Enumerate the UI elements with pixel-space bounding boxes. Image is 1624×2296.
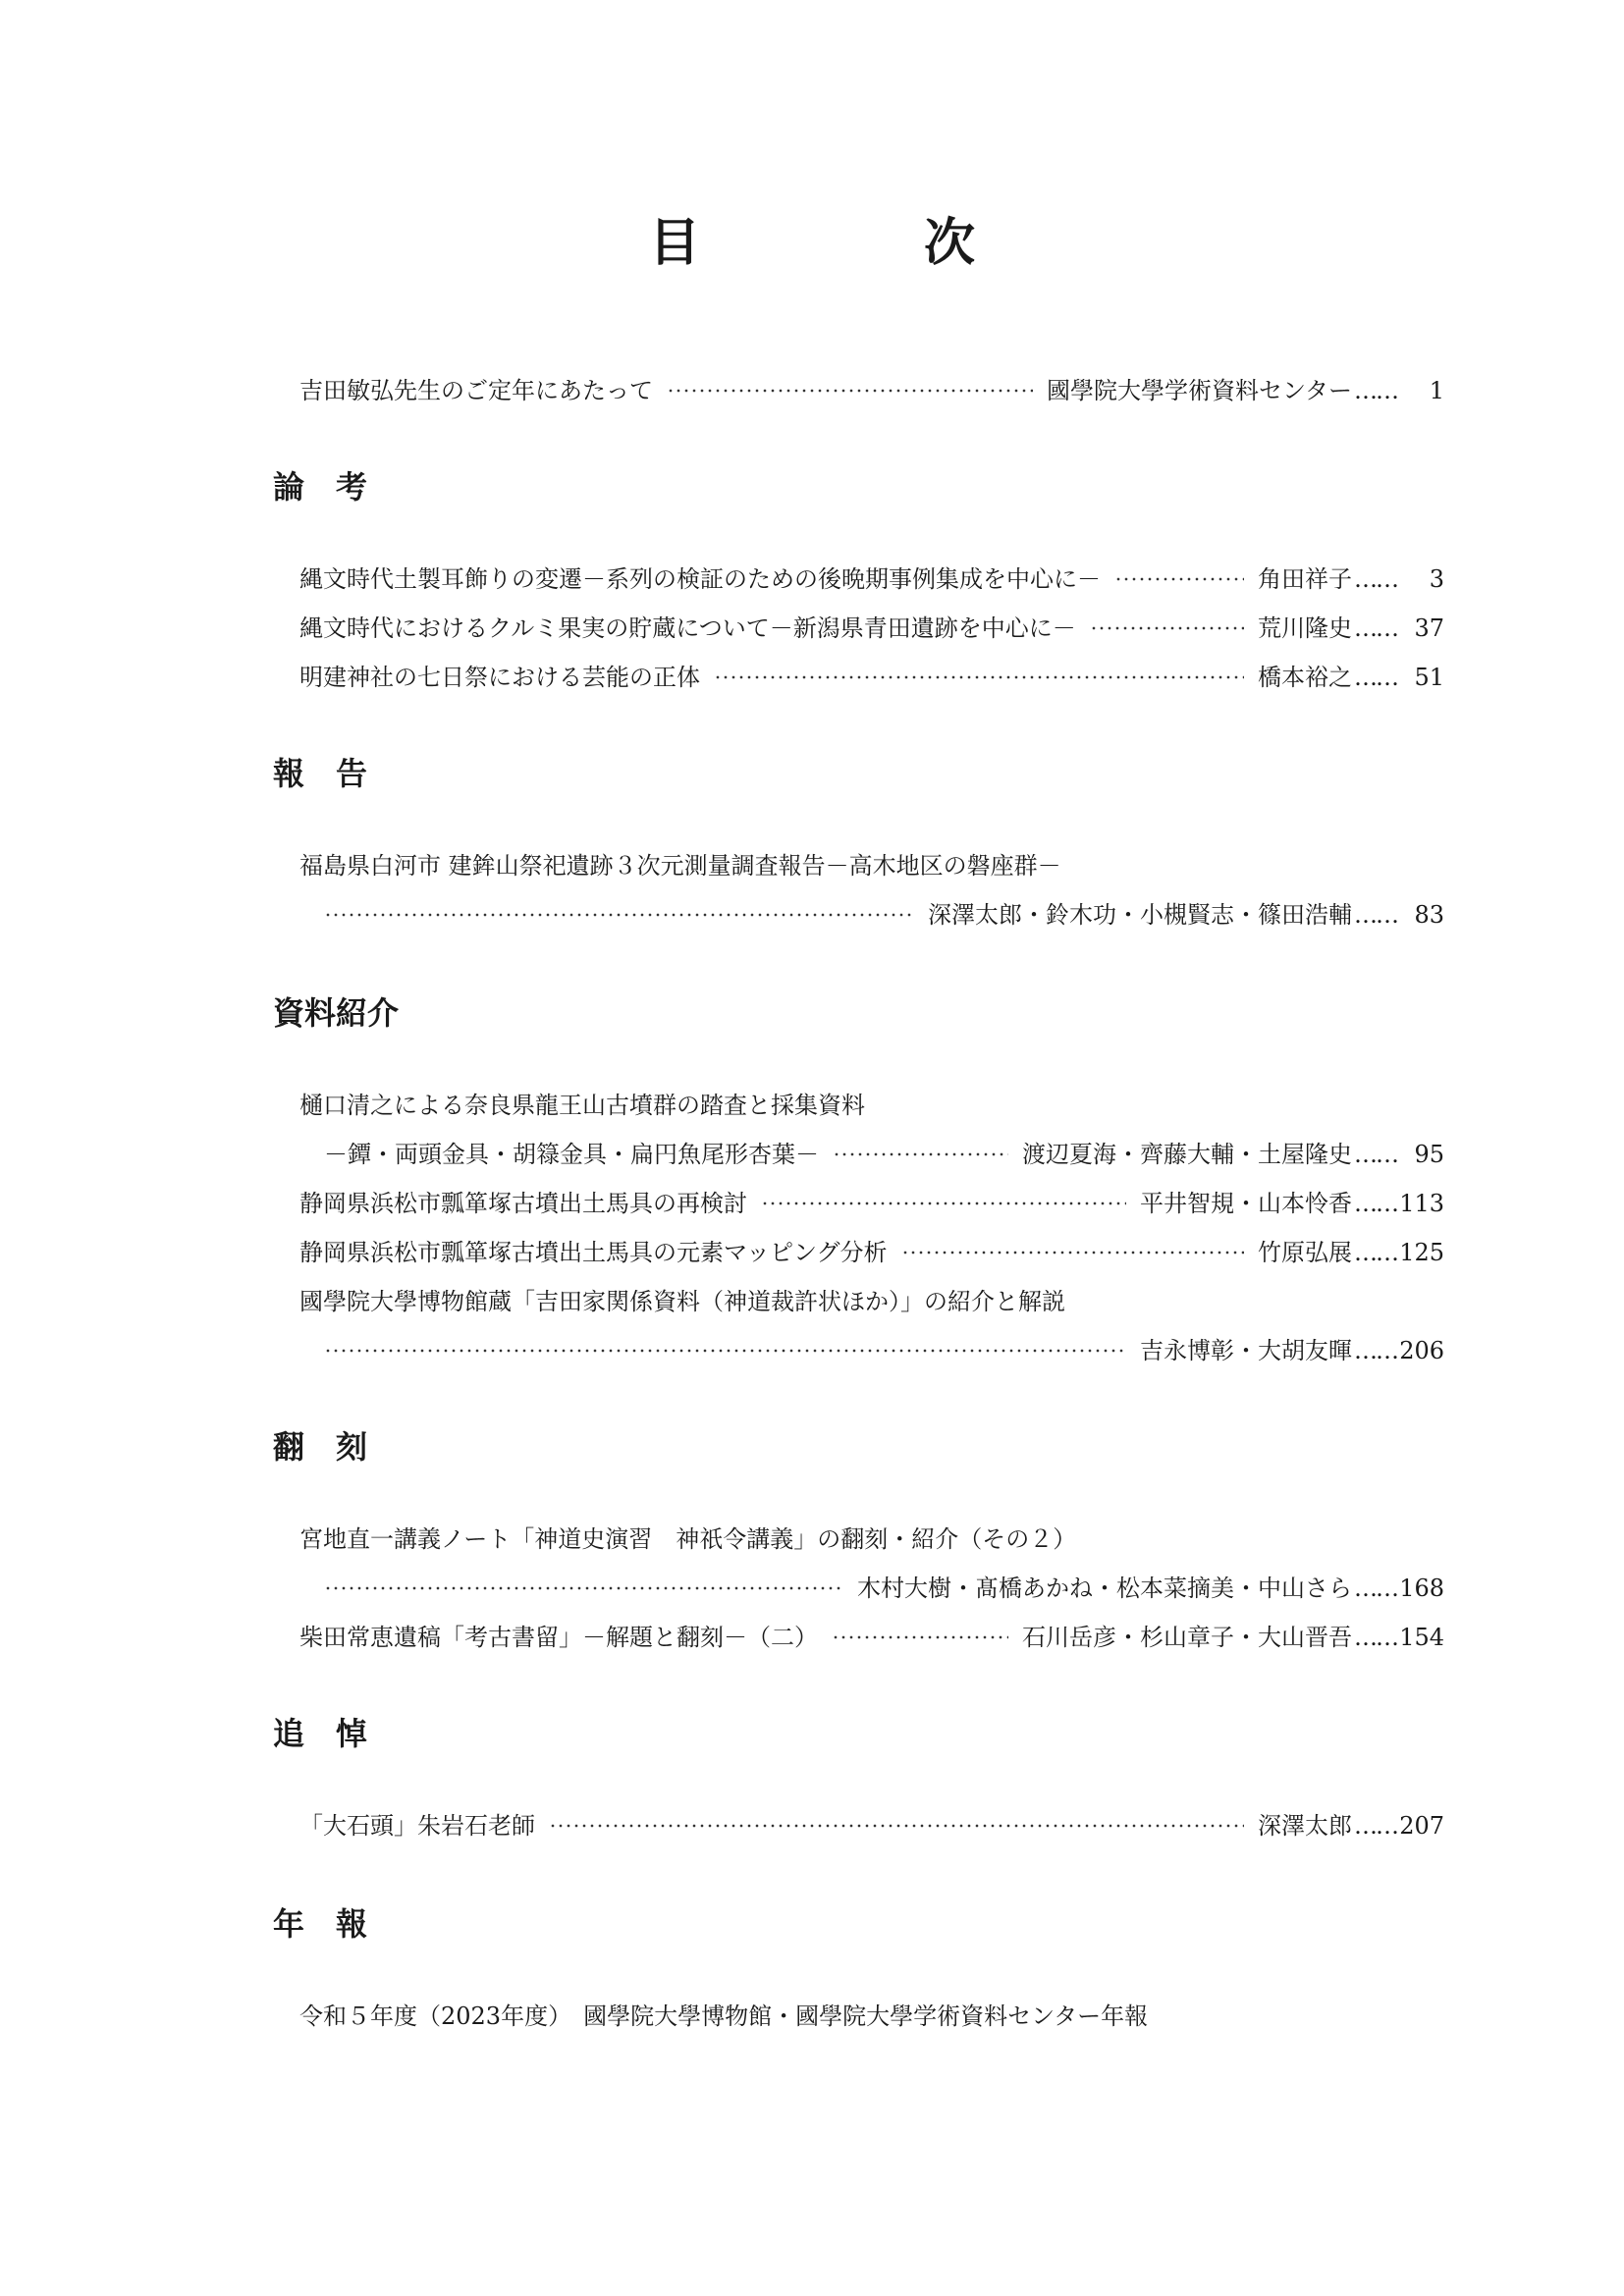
toc-entry-subtitle-line[interactable]: [324, 1137, 1444, 1172]
entry-author: 木村大樹・髙橋あかね・松本菜摘美・中山さら ……: [857, 1571, 1397, 1606]
toc-entry[interactable]: [299, 1235, 1444, 1270]
entry-title: 宮地直一講義ノート「神道史演習 神祇令講義」の翻刻・紹介（その２）: [299, 1525, 1077, 1553]
toc-entry-author-line[interactable]: [324, 897, 1444, 933]
entry-author: 石川岳彦・杉山章子・大山晋吾 ……: [1022, 1620, 1397, 1655]
entry-title: 柴田常恵遺稿「考古書留」－解題と翻刻－（二）: [299, 1624, 818, 1651]
entry-author: 深澤太郎 ……: [1258, 1808, 1397, 1843]
leader-dots: [901, 1251, 1244, 1255]
toc-entry[interactable]: [299, 1808, 1444, 1843]
entry-title: 静岡県浜松市瓢箪塚古墳出土馬具の元素マッピング分析: [299, 1239, 888, 1266]
entry-author: 渡辺夏海・齊藤大輔・土屋隆史 ……: [1022, 1137, 1397, 1172]
section-heading-shiryou-shoukai: 資料紹介: [273, 994, 400, 1032]
entry-author: 深澤太郎・鈴木功・小槻賢志・篠田浩輔 ……: [928, 897, 1397, 933]
entry-page: 3: [1429, 565, 1444, 593]
leader-dots: [1090, 626, 1244, 630]
toc-entry[interactable]: [299, 611, 1444, 646]
entry-subtitle: －鐔・両頭金具・胡簶金具・扁円魚尾形杏葉－: [324, 1141, 819, 1168]
entry-page: 51: [1414, 664, 1444, 691]
toc-entry-author-line[interactable]: [324, 1571, 1444, 1606]
entry-page: 154: [1399, 1624, 1444, 1651]
leader-dots: [324, 1586, 843, 1590]
toc-entry-title-line[interactable]: [299, 1088, 1444, 1123]
toc-entry[interactable]: [299, 561, 1444, 597]
entry-page: 1: [1429, 377, 1444, 404]
toc-entry-author-line[interactable]: [324, 1333, 1444, 1368]
entry-page: 113: [1399, 1190, 1444, 1217]
section-heading-houkoku: 報 告: [273, 755, 368, 792]
toc-entry[interactable]: [299, 1620, 1444, 1655]
toc-entry-intro[interactable]: [299, 373, 1444, 408]
entry-page: 83: [1414, 901, 1444, 929]
leader-dots: [714, 675, 1244, 679]
entry-title: 「大石頭」朱岩石老師: [299, 1812, 535, 1840]
entry-title: 令和５年度（2023年度） 國學院大學博物館・國學院大學学術資料センター年報: [299, 2002, 1149, 2030]
toc-entry-title-line[interactable]: [299, 1522, 1444, 1557]
leader-dots: [324, 913, 914, 917]
section-heading-ronkou: 論 考: [273, 468, 368, 506]
entry-title: 國學院大學博物館蔵「吉田家関係資料（神道裁許状ほか）」の紹介と解説: [299, 1288, 1065, 1315]
entry-author: 竹原弘展 ……: [1258, 1235, 1397, 1270]
entry-title: 吉田敏弘先生のご定年にあたって: [299, 377, 653, 404]
leader-dots: [833, 1152, 1008, 1156]
section-heading-nenpou: 年 報: [273, 1905, 368, 1943]
entry-page: 95: [1414, 1141, 1444, 1168]
leader-dots: [549, 1824, 1244, 1828]
entry-page: 37: [1414, 614, 1444, 642]
entry-page: 168: [1399, 1575, 1444, 1602]
entry-author: 國學院大學学術資料センター ……: [1047, 373, 1397, 408]
leader-dots: [1114, 577, 1244, 581]
entry-page: 125: [1399, 1239, 1444, 1266]
entry-author: 橋本裕之 ……: [1258, 660, 1397, 695]
entry-page: 207: [1399, 1812, 1444, 1840]
entry-title: 福島県白河市 建鉾山祭祀遺跡３次元測量調査報告－高木地区の磐座群－: [299, 852, 1061, 880]
section-heading-tsuitou: 追 悼: [273, 1715, 368, 1752]
entry-author: 平井智規・山本怜香 ……: [1140, 1186, 1397, 1221]
entry-title: 明建神社の七日祭における芸能の正体: [299, 664, 700, 691]
entry-author: 吉永博彰・大胡友暉 ……: [1140, 1333, 1397, 1368]
entry-page: 206: [1399, 1337, 1444, 1364]
toc-entry-title-line[interactable]: [299, 1284, 1444, 1319]
entry-title: 縄文時代土製耳飾りの変遷－系列の検証のための後晩期事例集成を中心に－: [299, 565, 1101, 593]
toc-entry[interactable]: [299, 1999, 1444, 2034]
toc-entry-title-line[interactable]: [299, 848, 1444, 883]
toc-entry[interactable]: [299, 660, 1444, 695]
leader-dots: [832, 1635, 1008, 1639]
leader-dots: [761, 1201, 1126, 1205]
section-heading-honkoku: 翻 刻: [273, 1428, 368, 1466]
page-title: 目 次: [648, 213, 1061, 273]
entry-author: 角田祥子 ……: [1258, 561, 1397, 597]
leader-dots: [667, 389, 1033, 393]
entry-title: 縄文時代におけるクルミ果実の貯蔵について－新潟県青田遺跡を中心に－: [299, 614, 1076, 642]
entry-title: 静岡県浜松市瓢箪塚古墳出土馬具の再検討: [299, 1190, 747, 1217]
leader-dots: [324, 1349, 1126, 1353]
entry-title: 樋口清之による奈良県龍王山古墳群の踏査と採集資料: [299, 1092, 865, 1119]
entry-author: 荒川隆史 ……: [1258, 611, 1397, 646]
toc-entry[interactable]: [299, 1186, 1444, 1221]
